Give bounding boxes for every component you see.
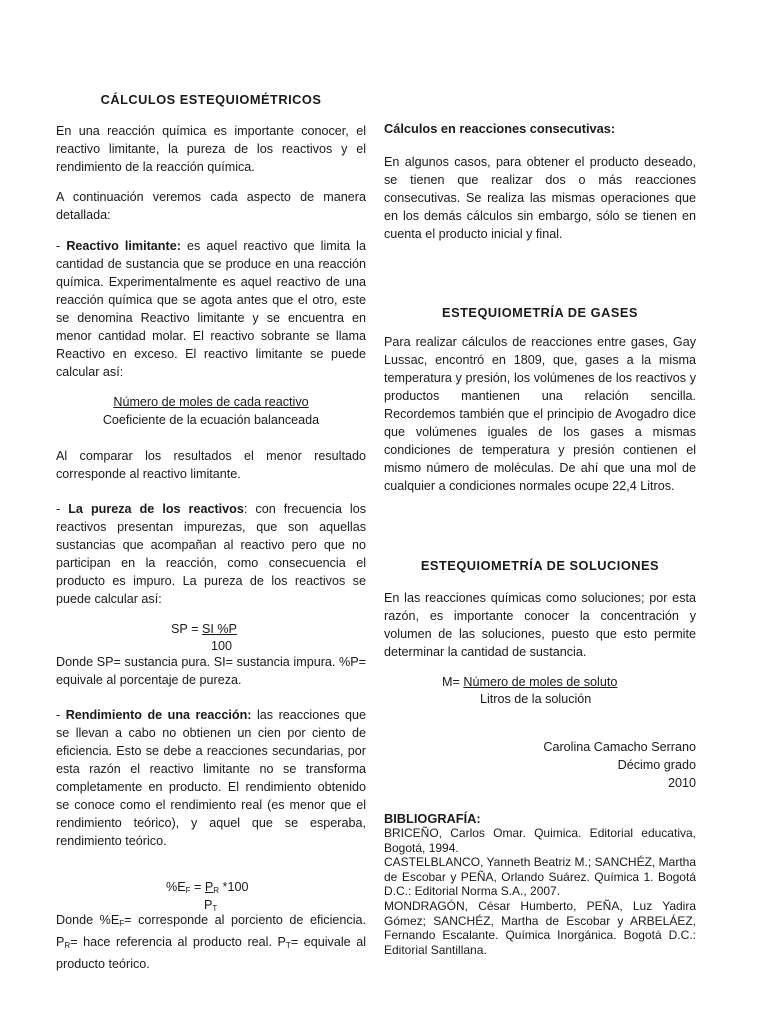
rendimiento-term: Rendimiento de una reacción: xyxy=(65,708,252,722)
pureza-term: La pureza de los reactivos xyxy=(68,502,244,516)
bibliography-entry: BRICEÑO, Carlos Omar. Quimica. Editorial educativa, Bogotá, 1994. xyxy=(384,826,696,855)
bibliography-title: BIBLIOGRAFÍA: xyxy=(384,811,481,826)
rendimiento-formula: $\%E_F = P_R$ *100 $P_T$ xyxy=(166,880,316,916)
intro-detail: A continuación veremos cada aspecto de manera detallada: xyxy=(56,190,366,222)
soluciones-paragraph: En las reacciones químicas como soluciones; por esta razón, es importante conocer la concentración y volumen de las soluciones, puesto que esto permite determinar la cantidad de sustancia. xyxy=(384,591,696,659)
formula-denominator: $P_T$ xyxy=(204,898,218,913)
formula-denominator: Litros de la solución xyxy=(480,692,592,706)
bibliography xyxy=(384,811,696,957)
signature xyxy=(384,738,696,792)
pureza-definitions: Donde SP= sustancia pura. SI= sustancia impura. %P= equivale al porcentaje de pureza. xyxy=(56,655,366,687)
formula-numerator: SI %P xyxy=(201,622,237,636)
consecutivas-paragraph: En algunos casos, para obtener el producto deseado, se tienen que realizar dos o más reacciones consecutivas. Se realiza las mismas operaciones que en los demás cálculos sin embargo, sólo se tienen en cuenta el producto inicial y final. xyxy=(384,155,696,241)
gases-title: ESTEQUIOMETRÍA DE GASES xyxy=(442,305,638,320)
formula-numerator: $P_R$ xyxy=(204,880,220,895)
formula-numerator: Número de moles de soluto xyxy=(463,675,618,689)
limitante-term: Reactivo limitante: xyxy=(66,239,181,253)
gases-paragraph: Para realizar cálculos de reacciones entre gases, Gay Lussac, encontró en 1809, que, gases a la misma temperatura y presión, los volúmenes de los reactivos y productos mantienen una relación sencilla. Recordemos también que el principio de Avogadro dice que volúmenes iguales de los gases a mismas condiciones de temperatura y presión contienen el mismo número de moléculas. De ahí que una mol de cualquier a condiciones normales ocupe 22,4 Litros. xyxy=(384,335,696,493)
formula-numerator: Número de moles de cada reactivo xyxy=(113,395,309,409)
bibliography-entry: MONDRAGÓN, César Humberto, PEÑA, Luz Yadira Gómez; SANCHÉZ, Martha de Escobar y ARBELÁEZ, Fernando Escalante. Química Inorgánica. Bogotá D.C.: Editorial Santillana. xyxy=(384,898,696,957)
soluciones-title: ESTEQUIOMETRÍA DE SOLUCIONES xyxy=(420,558,660,573)
limitante-formula xyxy=(56,393,366,429)
molaridad-formula: M= Número de moles de soluto Litros de la solución xyxy=(442,674,682,708)
author-year: 2010 xyxy=(667,776,696,790)
formula-denominator: 100 xyxy=(211,639,233,653)
formula-denominator: Coeficiente de la ecuación balanceada xyxy=(102,413,320,427)
rendimiento-definitions: Donde $\%E_F=$ corresponde al porciento de eficiencia. $P_R=$ hace referencia al producto real. $P_T=$ equivale al producto teórico. xyxy=(56,913,366,971)
limitante-paragraph: - Reactivo limitante: es aquel reactivo que limita la cantidad de sustancia que se produce en una reacción química. Experimentalmente es aquel reactivo de una reacción química que se agota antes que el otro, este se denomina Reactivo limitante y se encuentra en menor cantidad molar. El reactivo sobrante se llama Reactivo en exceso. El reactivo limitante se puede calcular así: xyxy=(56,239,366,379)
author-grade: Décimo grado xyxy=(617,758,696,772)
pureza-paragraph: - La pureza de los reactivos: con frecuencia los reactivos presentan impurezas, que son aquellas sustancias que acompañan al reactivo pero que no participan en la reacción, como consecuencia el producto es impuro. La pureza de los reactivos se puede calcular así: xyxy=(56,502,366,606)
author-name: Carolina Camacho Serrano xyxy=(543,740,696,754)
intro-paragraph: En una reacción química es importante conocer, el reactivo limitante, la pureza de los reactivos y el rendimiento de la reacción química. xyxy=(56,124,366,174)
limitante-conclusion: Al comparar los resultados el menor resultado corresponde al reactivo limitante. xyxy=(56,449,366,481)
pureza-formula: SP = SI %P 100 xyxy=(171,621,301,655)
rendimiento-paragraph: - Rendimiento de una reacción: las reacciones que se llevan a cabo no obtienen un cien por ciento de eficiencia. Esto se debe a reacciones secundarias, por esta razón el reactivo limitante no se transforma completamente en producto. El rendimiento obtenido se conoce como el rendimiento real (es menor que el rendimiento teórico), y aquel que se esperaba, rendimiento teórico. xyxy=(56,708,366,848)
bibliography-entry: CASTELBLANCO, Yanneth Beatriz M.; SANCHÉZ, Martha de Escobar y PEÑA, Orlando Suárez. Química 1. Bogotá D.C.: Editorial Norma S.A., 2007. xyxy=(384,855,696,899)
main-title: CÁLCULOS ESTEQUIOMÉTRICOS xyxy=(100,92,322,107)
consecutivas-title: Cálculos en reacciones consecutivas: xyxy=(384,121,616,136)
